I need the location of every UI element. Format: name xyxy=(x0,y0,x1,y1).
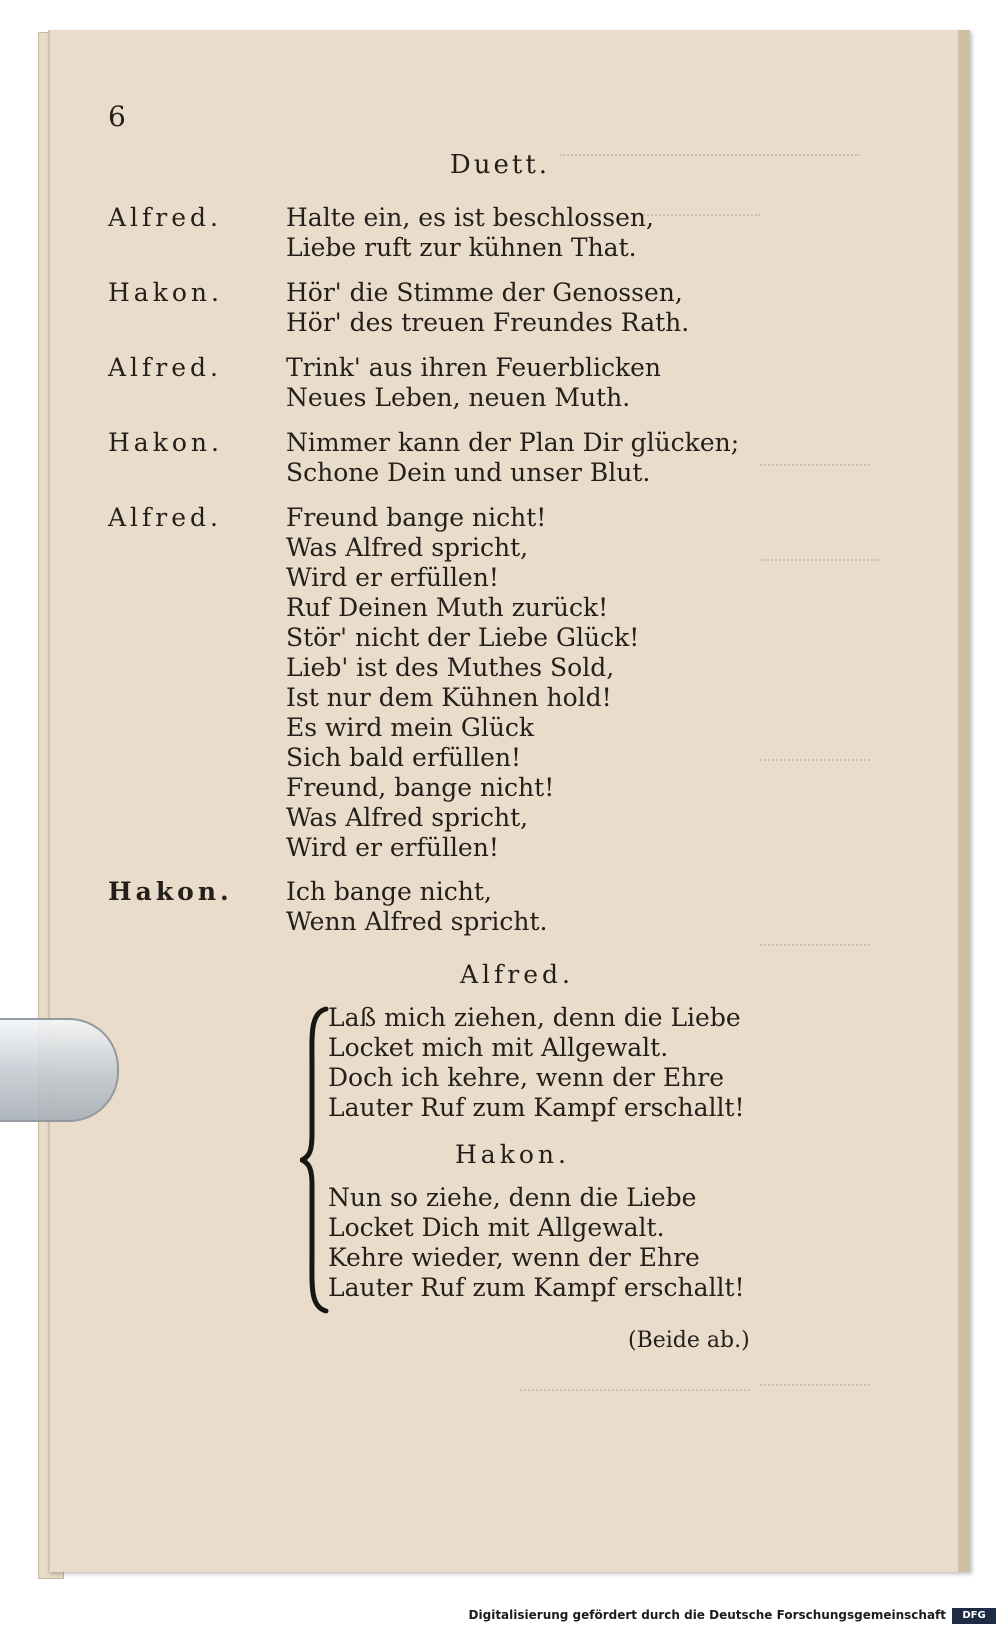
page-edge-shadow xyxy=(958,30,970,1572)
speaker-name: Alfred. xyxy=(108,503,222,532)
sub-speaker-name: Hakon. xyxy=(455,1140,570,1169)
page-number: 6 xyxy=(108,100,126,133)
verse-line: Es wird mein Glück xyxy=(286,713,535,742)
verse-line: Freund, bange nicht! xyxy=(286,773,555,802)
verse-line: Freund bange nicht! xyxy=(286,503,547,532)
sub-speaker-name: Alfred. xyxy=(460,960,574,989)
page-turn-tab[interactable] xyxy=(0,1018,119,1122)
verse-line: Was Alfred spricht, xyxy=(286,803,529,832)
verse-line: Sich bald erfüllen! xyxy=(286,743,522,772)
verse-line: Laß mich ziehen, denn die Liebe xyxy=(328,1003,741,1032)
verse-line: Ich bange nicht, xyxy=(286,877,492,906)
verse-line: Schone Dein und unser Blut. xyxy=(286,458,651,487)
verse-line: Wird er erfüllen! xyxy=(286,833,499,862)
verse-line: Ist nur dem Kühnen hold! xyxy=(286,683,612,712)
section-heading: Duett. xyxy=(449,150,551,180)
speaker-name: Hakon. xyxy=(108,428,223,457)
verse-line: Ruf Deinen Muth zurück! xyxy=(286,593,609,622)
verse-line: Locket mich mit Allgewalt. xyxy=(328,1033,669,1062)
verse-line: Nun so ziehe, denn die Liebe xyxy=(328,1183,697,1212)
speaker-name: Alfred. xyxy=(108,203,222,232)
verse-line: Doch ich kehre, wenn der Ehre xyxy=(328,1063,725,1092)
speaker-name: Hakon. xyxy=(108,877,233,906)
verse-line: Trink' aus ihren Feuerblicken xyxy=(286,353,662,382)
verse-line: Hör' des treuen Freundes Rath. xyxy=(286,308,690,337)
verse-block xyxy=(328,1003,745,1123)
verse-line: Neues Leben, neuen Muth. xyxy=(286,383,631,412)
digitization-credit: Digitalisierung gefördert durch die Deutsche Forschungsgemeinschaft xyxy=(468,1608,946,1622)
verse-line: Stör' nicht der Liebe Glück! xyxy=(286,623,640,652)
speaker-name: Hakon. xyxy=(108,278,223,307)
verse-line: Lauter Ruf zum Kampf erschallt! xyxy=(328,1093,745,1122)
curly-brace xyxy=(300,1005,330,1315)
verse-line: Lauter Ruf zum Kampf erschallt! xyxy=(328,1273,745,1302)
verse-line: Nimmer kann der Plan Dir glücken; xyxy=(286,428,740,457)
stage-direction: (Beide ab.) xyxy=(628,1328,750,1353)
speaker-name: Alfred. xyxy=(108,353,222,382)
verse-line: Kehre wieder, wenn der Ehre xyxy=(328,1243,700,1272)
verse-line: Wird er erfüllen! xyxy=(286,563,499,592)
verse-line: Halte ein, es ist beschlossen, xyxy=(286,203,654,232)
verse-line: Was Alfred spricht, xyxy=(286,533,529,562)
verse-block xyxy=(328,1183,745,1303)
verse-line: Liebe ruft zur kühnen That. xyxy=(286,233,637,262)
dfg-logo: DFG xyxy=(952,1608,996,1624)
verse-line: Wenn Alfred spricht. xyxy=(286,907,548,936)
verse-line: Locket Dich mit Allgewalt. xyxy=(328,1213,665,1242)
verse-line: Hör' die Stimme der Genossen, xyxy=(286,278,683,307)
verse-line: Lieb' ist des Muthes Sold, xyxy=(286,653,615,682)
